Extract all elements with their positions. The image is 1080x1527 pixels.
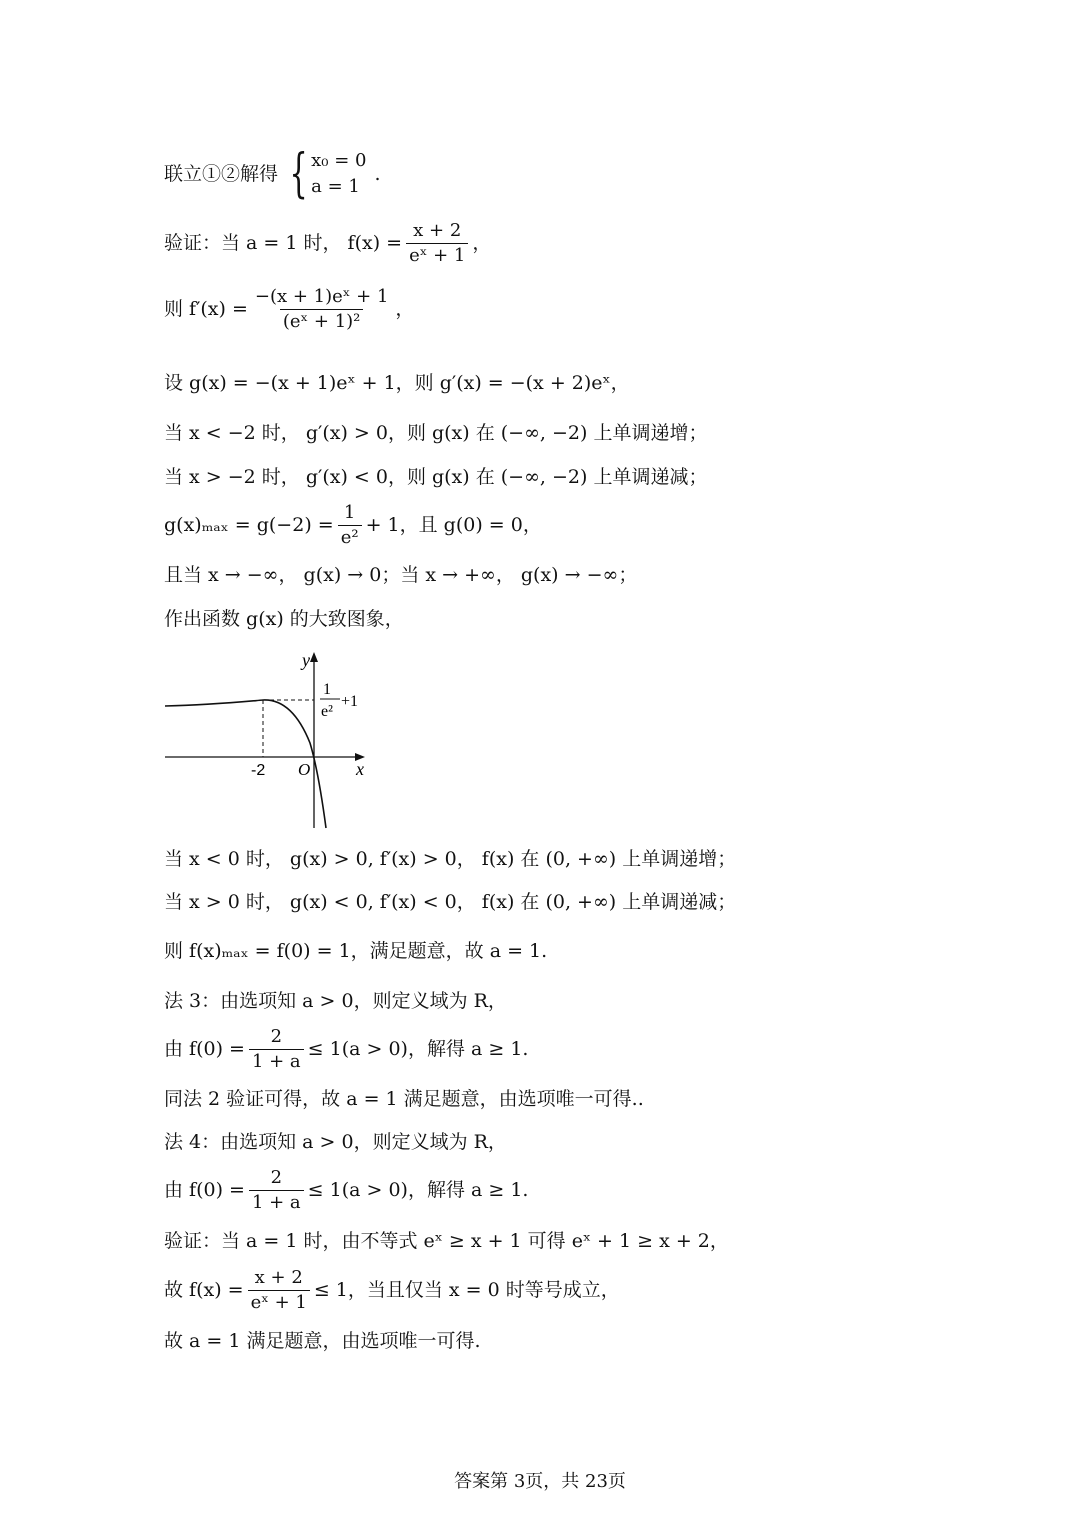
text: 作出函数 g(x) 的大致图象，: [164, 608, 404, 630]
denominator: eˣ + 1: [406, 243, 468, 265]
denominator: 1 + a: [249, 1190, 304, 1212]
text: 同法 2 验证可得，故 a = 1 满足题意，由选项唯一可得..: [164, 1088, 644, 1110]
fraction: [338, 504, 362, 547]
max-label-suffix: +1: [341, 693, 359, 710]
line-method-4: [164, 1133, 507, 1152]
brace-icon: {: [289, 144, 308, 204]
text: ≤ 1，当且仅当 x = 0 时等号成立，: [313, 1279, 620, 1301]
text: ，: [395, 298, 415, 320]
line-method-4-inequality: [164, 1232, 729, 1251]
line-method-3-bound: [164, 1028, 528, 1071]
text: 法 4：由选项知 a > 0，则定义域为 R，: [164, 1131, 507, 1153]
text: 法 3：由选项知 a > 0，则定义域为 R，: [164, 990, 507, 1012]
text: 当 x > 0 时， g(x) < 0, f′(x) < 0， f(x) 在 (0, +∞) 上单调递减；: [164, 891, 737, 913]
line-decreasing: [164, 468, 707, 487]
page-footer: 答案第 3页，共 23页: [454, 1471, 626, 1492]
text: ，: [472, 232, 492, 254]
text: ≤ 1(a > 0)，解得 a ≥ 1.: [307, 1038, 529, 1060]
y-axis-label: y: [302, 650, 310, 670]
fraction: [249, 1169, 304, 1212]
text: 设 g(x) = −(x + 1)eˣ + 1，则 g′(x) = −(x + 2)eˣ，: [164, 372, 630, 394]
equation: x₀ = 0: [311, 150, 367, 171]
text: 由 f(0) =: [164, 1179, 245, 1201]
function-graph: [160, 648, 380, 833]
text: 验证：当 a = 1 时，由不等式 eˣ ≥ x + 1 可得 eˣ + 1 ≥ x + 2，: [164, 1230, 729, 1252]
line-sketch: [164, 610, 404, 629]
line-final: [164, 1332, 481, 1351]
line-limits: [164, 566, 637, 585]
line-method-3-verify: [164, 1090, 644, 1109]
max-label-denominator: e²: [321, 703, 333, 720]
line-verify: [164, 222, 491, 265]
line-f-decreasing: [164, 893, 736, 912]
line-f-max: [164, 942, 547, 961]
text: g(x)ₘₐₓ = g(−2) =: [164, 514, 334, 536]
denominator: 1 + a: [249, 1049, 304, 1071]
text: 则 f′(x) =: [164, 298, 248, 320]
line-solve-system: [164, 144, 381, 204]
text: 联立①②解得: [164, 162, 279, 185]
fraction: [406, 222, 468, 265]
line-g-max: [164, 504, 542, 547]
numerator: 2: [270, 1167, 283, 1188]
fraction: [252, 288, 392, 331]
numerator: 2: [270, 1026, 283, 1047]
line-method-4-conclusion: [164, 1269, 620, 1312]
text: .: [374, 162, 381, 185]
x-axis-label: x: [356, 759, 364, 779]
numerator: x + 2: [254, 1267, 303, 1288]
text: 当 x < 0 时， g(x) > 0, f′(x) > 0， f(x) 在 (0, +∞) 上单调递增；: [164, 848, 737, 870]
fraction: [248, 1269, 310, 1312]
line-derivative: [164, 288, 414, 331]
numerator: 1: [343, 502, 356, 523]
origin-label: O: [298, 760, 311, 779]
line-define-g: [164, 374, 630, 393]
text: 当 x < −2 时， g′(x) > 0，则 g(x) 在 (−∞, −2) 上单调递增；: [164, 422, 708, 444]
numerator: x + 2: [413, 220, 462, 241]
text: 当 x > −2 时， g′(x) < 0，则 g(x) 在 (−∞, −2) 上单调递减；: [164, 466, 708, 488]
text: ≤ 1(a > 0)，解得 a ≥ 1.: [307, 1179, 529, 1201]
max-label-numerator: 1: [323, 681, 331, 698]
text: 故 f(x) =: [164, 1279, 244, 1301]
text: 验证：当 a = 1 时， f(x) =: [164, 232, 403, 254]
equation-system: [282, 144, 367, 204]
line-method-3: [164, 992, 507, 1011]
denominator: (eˣ + 1)²: [280, 309, 364, 331]
text: 故 a = 1 满足题意，由选项唯一可得.: [164, 1330, 481, 1352]
equation: a = 1: [311, 176, 360, 197]
fraction: [249, 1028, 304, 1071]
text: 由 f(0) =: [164, 1038, 245, 1060]
x-tick-label: -2: [251, 762, 266, 779]
line-increasing: [164, 424, 707, 443]
numerator: −(x + 1)eˣ + 1: [254, 286, 389, 307]
denominator: eˣ + 1: [248, 1290, 310, 1312]
text: 则 f(x)ₘₐₓ = f(0) = 1，满足题意，故 a = 1.: [164, 940, 548, 962]
line-f-increasing: [164, 850, 736, 869]
line-method-4-bound: [164, 1169, 528, 1212]
y-axis-arrow-icon: [310, 652, 318, 662]
text: 且当 x → −∞， g(x) → 0；当 x → +∞， g(x) → −∞；: [164, 564, 638, 586]
text: + 1，且 g(0) = 0，: [365, 514, 542, 536]
denominator: e²: [338, 525, 362, 547]
